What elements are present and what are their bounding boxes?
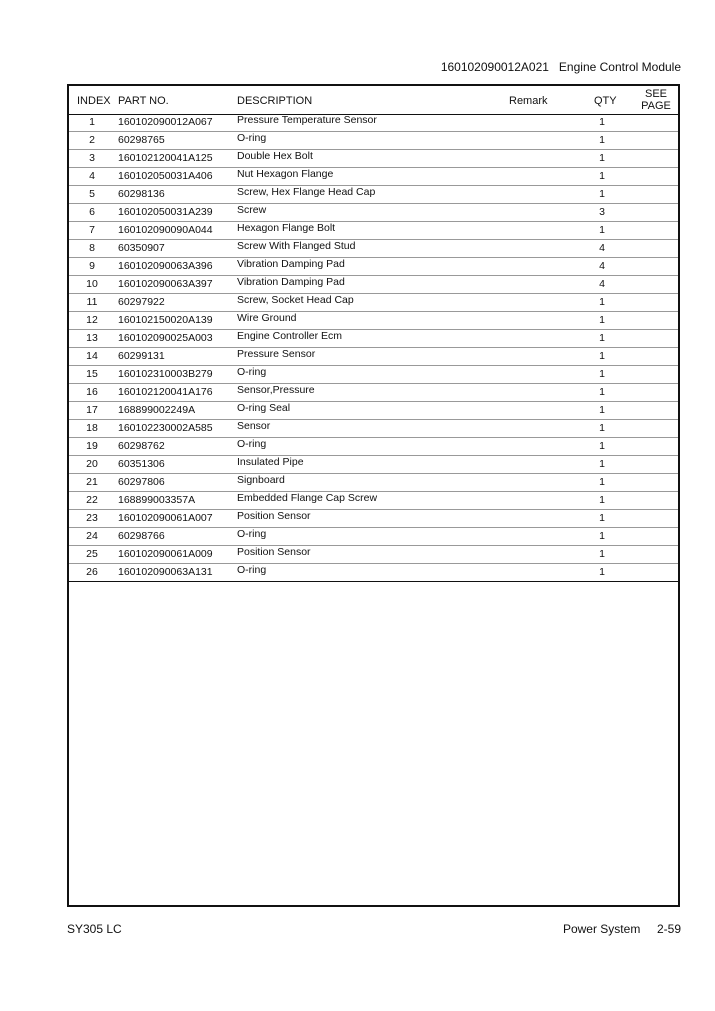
table-row xyxy=(69,474,678,492)
row-part-no: 60350907 xyxy=(118,242,165,254)
table-row xyxy=(69,312,678,330)
row-description: Screw, Hex Flange Head Cap xyxy=(237,186,376,198)
row-index: 26 xyxy=(86,566,98,578)
row-part-no: 168899002249A xyxy=(118,404,196,416)
row-description: Signboard xyxy=(237,474,285,486)
row-qty: 1 xyxy=(599,368,605,380)
row-description: O-ring xyxy=(237,564,267,576)
row-index: 14 xyxy=(86,350,98,362)
row-qty: 1 xyxy=(599,422,605,434)
table-row xyxy=(69,150,678,168)
row-index: 17 xyxy=(86,404,98,416)
row-description: Pressure Temperature Sensor xyxy=(237,114,377,126)
row-index: 24 xyxy=(86,530,98,542)
row-index: 11 xyxy=(86,296,98,308)
row-part-no: 160102120041A125 xyxy=(118,152,213,164)
row-qty: 1 xyxy=(599,116,605,128)
row-index: 20 xyxy=(86,458,98,470)
page-header-title: 160102090012A021 Engine Control Module xyxy=(440,60,681,74)
row-qty: 4 xyxy=(599,260,605,272)
table-row xyxy=(69,186,678,204)
row-description: Position Sensor xyxy=(237,546,311,558)
row-description: Engine Controller Ecm xyxy=(237,330,343,342)
row-part-no: 60298765 xyxy=(118,134,165,146)
row-index: 22 xyxy=(86,494,98,506)
row-part-no: 160102090063A131 xyxy=(118,566,213,578)
row-qty: 3 xyxy=(599,206,605,218)
table-row xyxy=(69,420,678,438)
table-row xyxy=(69,168,678,186)
column-header-qty: QTY xyxy=(594,95,617,107)
row-qty: 1 xyxy=(599,188,605,200)
table-row xyxy=(69,402,678,420)
row-description: O-ring xyxy=(237,132,267,144)
row-part-no: 160102090063A397 xyxy=(118,278,213,290)
row-qty: 1 xyxy=(599,314,605,326)
row-description: O-ring xyxy=(237,528,267,540)
row-index: 8 xyxy=(89,242,95,254)
row-part-no: 160102090090A044 xyxy=(118,224,213,236)
row-index: 19 xyxy=(86,440,98,452)
row-part-no: 60298766 xyxy=(118,530,165,542)
row-qty: 1 xyxy=(599,404,605,416)
column-header-index: INDEX xyxy=(77,95,111,107)
row-description: O-ring xyxy=(237,366,267,378)
column-header-description: DESCRIPTION xyxy=(237,95,313,107)
row-qty: 1 xyxy=(599,386,605,398)
table-row xyxy=(69,222,678,240)
row-index: 18 xyxy=(86,422,98,434)
table-row xyxy=(69,276,678,294)
row-qty: 1 xyxy=(599,530,605,542)
row-description: Insulated Pipe xyxy=(237,456,304,468)
row-description: Hexagon Flange Bolt xyxy=(237,222,336,234)
row-qty: 1 xyxy=(599,566,605,578)
row-index: 1 xyxy=(89,116,95,128)
footer-section-page: Power System 2-59 xyxy=(562,922,681,936)
table-row xyxy=(69,438,678,456)
row-index: 3 xyxy=(89,152,95,164)
row-part-no: 160102090012A067 xyxy=(118,116,213,128)
footer-model: SY305 LC xyxy=(67,922,122,936)
row-qty: 1 xyxy=(599,440,605,452)
row-part-no: 60299131 xyxy=(118,350,165,362)
table-row xyxy=(69,348,678,366)
table-row xyxy=(69,240,678,258)
row-index: 10 xyxy=(86,278,98,290)
table-row xyxy=(69,492,678,510)
row-part-no: 168899003357A xyxy=(118,494,196,506)
see-page-line-2: PAGE xyxy=(641,100,671,112)
row-part-no: 160102230002A585 xyxy=(118,422,213,434)
row-part-no: 160102050031A239 xyxy=(118,206,213,218)
row-description: Sensor,Pressure xyxy=(237,384,315,396)
table-row xyxy=(69,528,678,546)
table-row xyxy=(69,456,678,474)
row-qty: 1 xyxy=(599,512,605,524)
row-description: Screw xyxy=(237,204,267,216)
table-row xyxy=(69,330,678,348)
row-qty: 4 xyxy=(599,242,605,254)
column-header-see-page xyxy=(638,88,674,112)
row-index: 4 xyxy=(89,170,95,182)
row-part-no: 160102090061A007 xyxy=(118,512,213,524)
row-part-no: 160102310003B279 xyxy=(118,368,213,380)
row-qty: 1 xyxy=(599,332,605,344)
table-row xyxy=(69,564,678,582)
row-description: O-ring Seal xyxy=(237,402,291,414)
table-row xyxy=(69,366,678,384)
row-part-no: 60297806 xyxy=(118,476,165,488)
row-part-no: 60298136 xyxy=(118,188,165,200)
row-index: 13 xyxy=(86,332,98,344)
row-index: 6 xyxy=(89,206,95,218)
row-part-no: 160102090061A009 xyxy=(118,548,213,560)
row-qty: 1 xyxy=(599,152,605,164)
row-index: 23 xyxy=(86,512,98,524)
row-index: 2 xyxy=(89,134,95,146)
row-qty: 1 xyxy=(599,458,605,470)
table-row xyxy=(69,546,678,564)
row-part-no: 160102050031A406 xyxy=(118,170,213,182)
table-row xyxy=(69,384,678,402)
row-description: Position Sensor xyxy=(237,510,311,522)
see-page-line-1: SEE xyxy=(644,88,667,100)
table-header xyxy=(69,86,678,115)
row-qty: 1 xyxy=(599,350,605,362)
row-qty: 1 xyxy=(599,494,605,506)
row-qty: 1 xyxy=(599,224,605,236)
table-row xyxy=(69,204,678,222)
row-part-no: 160102150020A139 xyxy=(118,314,213,326)
column-header-remark: Remark xyxy=(509,95,548,107)
column-header-part-no: PART NO. xyxy=(118,95,169,107)
row-description: Vibration Damping Pad xyxy=(237,276,345,288)
row-qty: 4 xyxy=(599,278,605,290)
row-description: Screw With Flanged Stud xyxy=(237,240,356,252)
row-description: Sensor xyxy=(237,420,271,432)
table-body xyxy=(69,114,678,582)
table-row xyxy=(69,114,678,132)
row-description: Nut Hexagon Flange xyxy=(237,168,334,180)
row-part-no: 60351306 xyxy=(118,458,165,470)
row-description: Wire Ground xyxy=(237,312,297,324)
row-index: 7 xyxy=(89,224,95,236)
row-index: 25 xyxy=(86,548,98,560)
row-part-no: 160102090063A396 xyxy=(118,260,213,272)
row-index: 16 xyxy=(86,386,98,398)
table-row xyxy=(69,132,678,150)
row-qty: 1 xyxy=(599,170,605,182)
row-qty: 1 xyxy=(599,548,605,560)
parts-table-frame xyxy=(67,84,680,907)
table-row xyxy=(69,294,678,312)
row-description: Vibration Damping Pad xyxy=(237,258,345,270)
row-description: O-ring xyxy=(237,438,267,450)
row-index: 5 xyxy=(89,188,95,200)
table-row xyxy=(69,258,678,276)
row-part-no: 60297922 xyxy=(118,296,165,308)
row-qty: 1 xyxy=(599,134,605,146)
row-qty: 1 xyxy=(599,296,605,308)
row-description: Pressure Sensor xyxy=(237,348,316,360)
row-index: 12 xyxy=(86,314,98,326)
row-index: 21 xyxy=(86,476,98,488)
row-description: Embedded Flange Cap Screw xyxy=(237,492,378,504)
row-part-no: 160102090025A003 xyxy=(118,332,213,344)
row-index: 9 xyxy=(89,260,95,272)
row-index: 15 xyxy=(86,368,98,380)
row-qty: 1 xyxy=(599,476,605,488)
table-row xyxy=(69,510,678,528)
row-description: Double Hex Bolt xyxy=(237,150,313,162)
row-part-no: 60298762 xyxy=(118,440,165,452)
row-description: Screw, Socket Head Cap xyxy=(237,294,354,306)
row-part-no: 160102120041A176 xyxy=(118,386,213,398)
